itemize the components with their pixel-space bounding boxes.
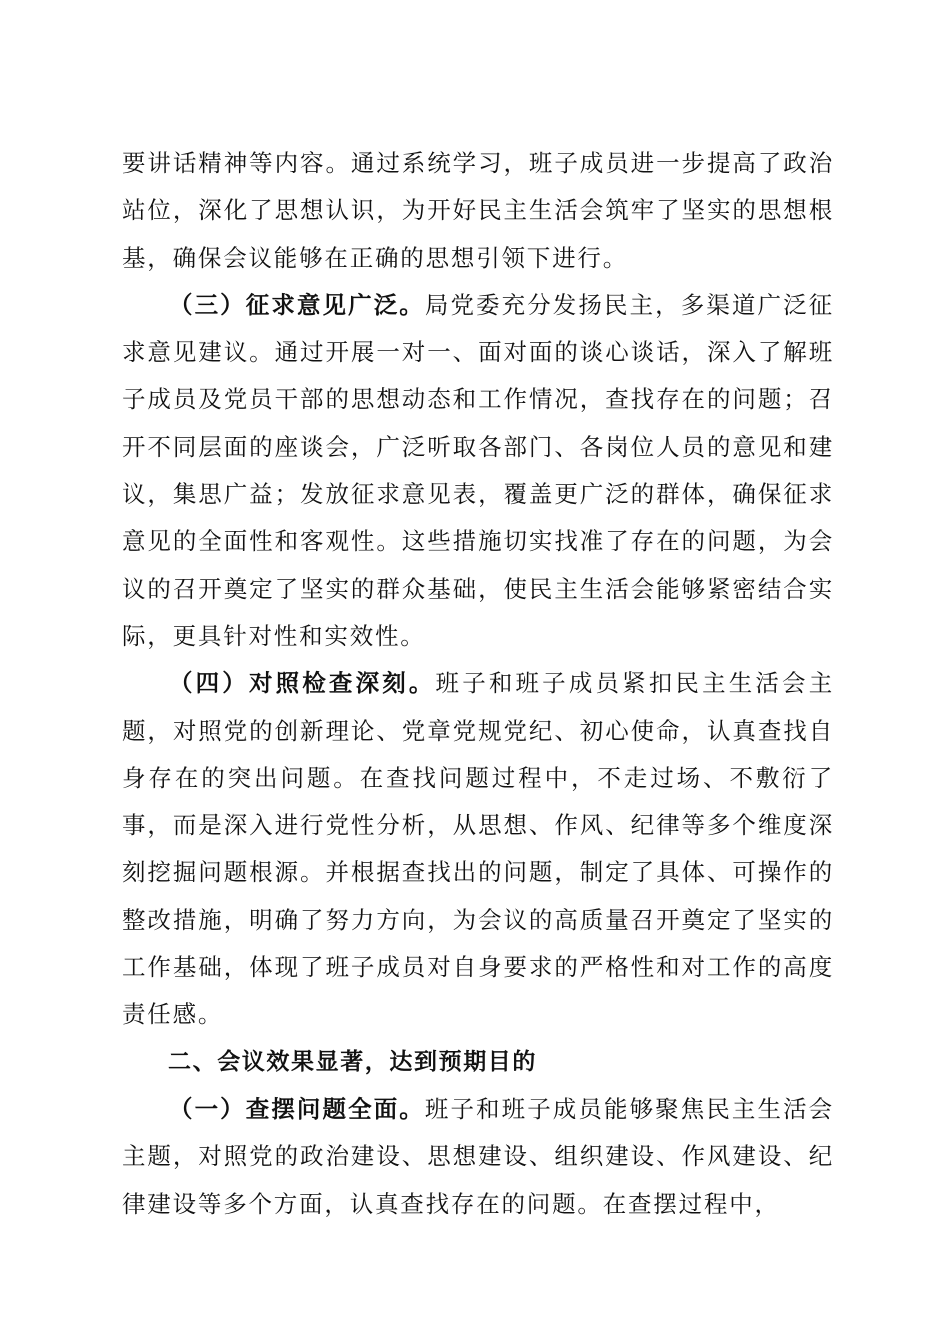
paragraph-text: 要讲话精神等内容。通过系统学习，班子成员进一步提高了政治站位，深化了思想认识，为开好民主生活会筑牢了坚实的思想根基，确保会议能够在正确的思想引领下进行。	[122, 149, 834, 272]
section-heading: 二、会议效果显著，达到预期目的	[168, 1048, 537, 1075]
paragraph-text: 局党委充分发扬民主，多渠道广泛征求意见建议。通过开展一对一、面对面的谈心谈话，深入了解班子成员及党员干部的思想动态和工作情况，查找存在的问题；召开不同层面的座谈会，广泛听取各部门、各岗位人员的意见和建议，集思广益；发放征求意见表，覆盖更广泛的群体，确保征求意见的全面性和客观性。这些措施切实找准了存在的问题，为会议的召开奠定了坚实的群众基础，使民主生活会能够紧密结合实际，更具针对性和实效性。	[122, 290, 834, 650]
paragraph-self-examination	[122, 660, 834, 1038]
document-body	[122, 140, 834, 1228]
paragraph-text: 班子和班子成员能够聚焦民主生活会主题，对照党的政治建设、思想建设、组织建设、作风建设、纪律建设等多个方面，认真查找存在的问题。在查摆过程中，	[122, 1094, 834, 1218]
paragraph-subheading: （一）查摆问题全面。	[169, 1094, 425, 1123]
paragraph-problem-review	[122, 1086, 834, 1228]
paragraph-solicit-opinions	[122, 282, 834, 660]
paragraph-subheading: （三）征求意见广泛。	[169, 290, 425, 319]
paragraph-text: 班子和班子成员紧扣民主生活会主题，对照党的创新理论、党章党规党纪、初心使命，认真查找自身存在的突出问题。在查找问题过程中，不走过场、不敷衍了事，而是深入进行党性分析，从思想、作风、纪律等多个维度深刻挖掘问题根源。并根据查找出的问题，制定了具体、可操作的整改措施，明确了努力方向，为会议的高质量召开奠定了坚实的工作基础，体现了班子成员对自身要求的严格性和对工作的高度责任感。	[122, 669, 835, 1029]
paragraph-subheading: （四）对照检查深刻。	[169, 669, 436, 698]
paragraph-continuation	[122, 140, 834, 282]
